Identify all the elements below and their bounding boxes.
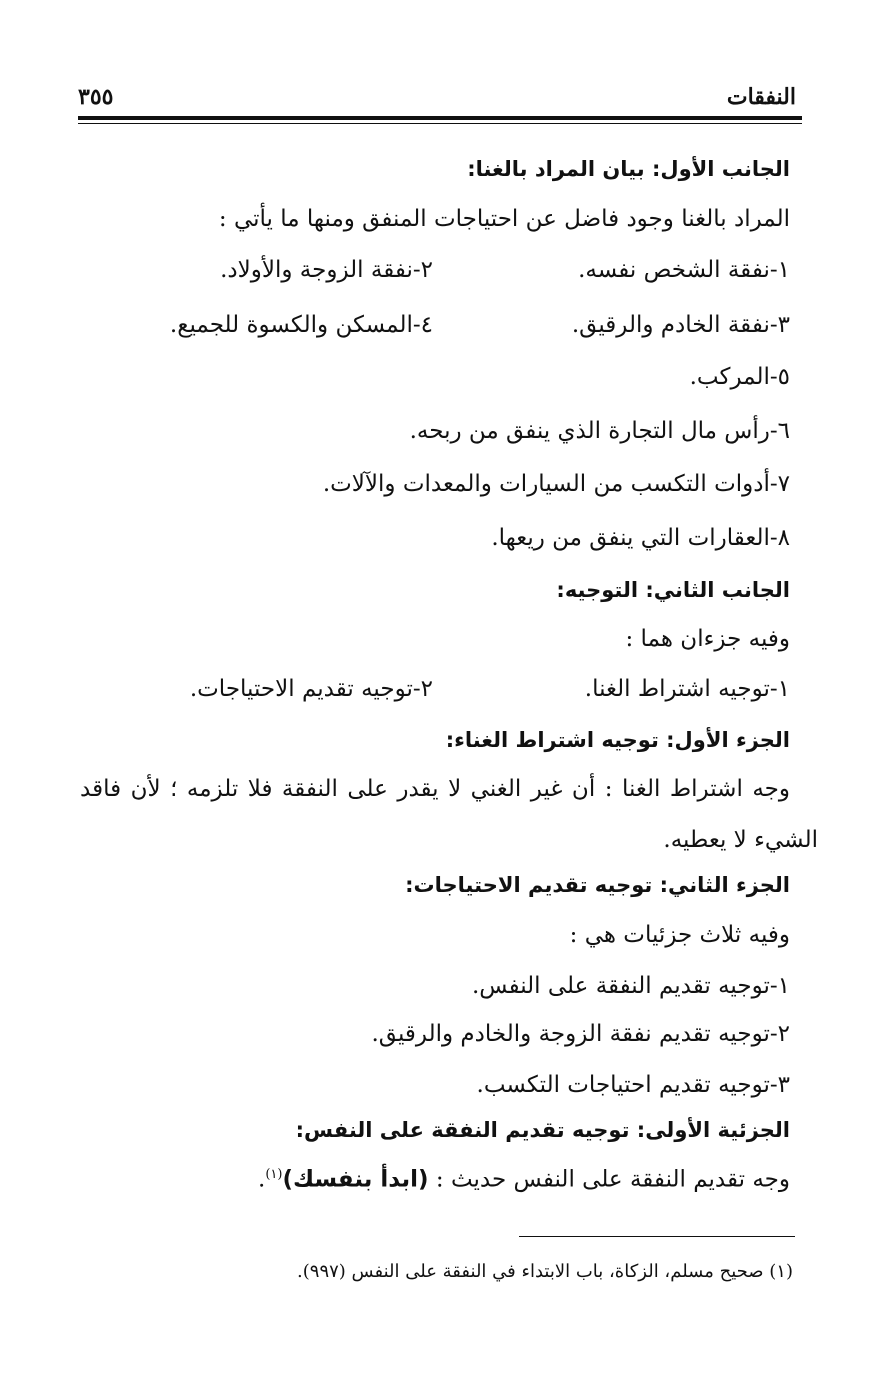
list-item-5: ٥-المركب. bbox=[689, 364, 790, 390]
paragraph-5-end: . bbox=[258, 1166, 266, 1193]
section-heading-1: الجانب الأول: بيان المراد بالغنا: bbox=[467, 157, 790, 181]
page-number: ٣٥٥ bbox=[78, 84, 114, 110]
paragraph-2: وفيه جزءان هما : bbox=[625, 626, 790, 652]
page-header bbox=[78, 84, 796, 114]
list-item-8: ٨-العقارات التي ينفق من ريعها. bbox=[491, 525, 790, 551]
paragraph-3-line-2: الشيء لا يعطيه. bbox=[663, 827, 818, 853]
header-rule-thin bbox=[78, 123, 802, 124]
chapter-title: النفقات bbox=[726, 84, 796, 110]
list-item-2: ٢-نفقة الزوجة والأولاد. bbox=[220, 257, 433, 283]
paragraph-1: المراد بالغنا وجود فاضل عن احتياجات المنفق ومنها ما يأتي : bbox=[218, 206, 790, 232]
footnote: (١) صحيح مسلم، الزكاة، باب الابتداء في النفقة على النفس (٩٩٧). bbox=[297, 1261, 793, 1282]
paragraph-5-text: وجه تقديم النفقة على النفس حديث : bbox=[428, 1166, 790, 1193]
sub-item-2: ٢-توجيه تقديم نفقة الزوجة والخادم والرقيق. bbox=[371, 1021, 790, 1047]
list-item-1: ١-نفقة الشخص نفسه. bbox=[578, 257, 790, 283]
paragraph-3-line-1: وجه اشتراط الغنا : أن غير الغني لا يقدر على النفقة فلا تلزمه ؛ لأن فاقد bbox=[80, 776, 790, 802]
part-item-1: ١-توجيه اشتراط الغنا. bbox=[584, 676, 790, 702]
footnote-reference[interactable]: (١) bbox=[265, 1167, 283, 1182]
paragraph-4: وفيه ثلاث جزئيات هي : bbox=[569, 922, 790, 948]
section-heading-2: الجانب الثاني: التوجيه: bbox=[556, 578, 790, 602]
sub-item-1: ١-توجيه تقديم النفقة على النفس. bbox=[471, 973, 790, 999]
section-heading-3: الجزء الأول: توجيه اشتراط الغناء: bbox=[445, 728, 790, 752]
section-heading-5: الجزئية الأولى: توجيه تقديم النفقة على النفس: bbox=[295, 1118, 790, 1142]
footnote-divider bbox=[519, 1236, 795, 1237]
hadith-quote: (ابدأ بنفسك) bbox=[282, 1166, 429, 1193]
list-item-3: ٣-نفقة الخادم والرقيق. bbox=[571, 312, 790, 338]
section-heading-4: الجزء الثاني: توجيه تقديم الاحتياجات: bbox=[405, 873, 790, 897]
list-item-7: ٧-أدوات التكسب من السيارات والمعدات والآلات. bbox=[322, 471, 790, 497]
sub-item-3: ٣-توجيه تقديم احتياجات التكسب. bbox=[476, 1072, 790, 1098]
part-item-2: ٢-توجيه تقديم الاحتياجات. bbox=[189, 676, 433, 702]
list-item-6: ٦-رأس مال التجارة الذي ينفق من ربحه. bbox=[409, 418, 790, 444]
header-rule-thick bbox=[78, 116, 802, 120]
list-item-4: ٤-المسكن والكسوة للجميع. bbox=[169, 312, 433, 338]
paragraph-5 bbox=[258, 1158, 790, 1197]
